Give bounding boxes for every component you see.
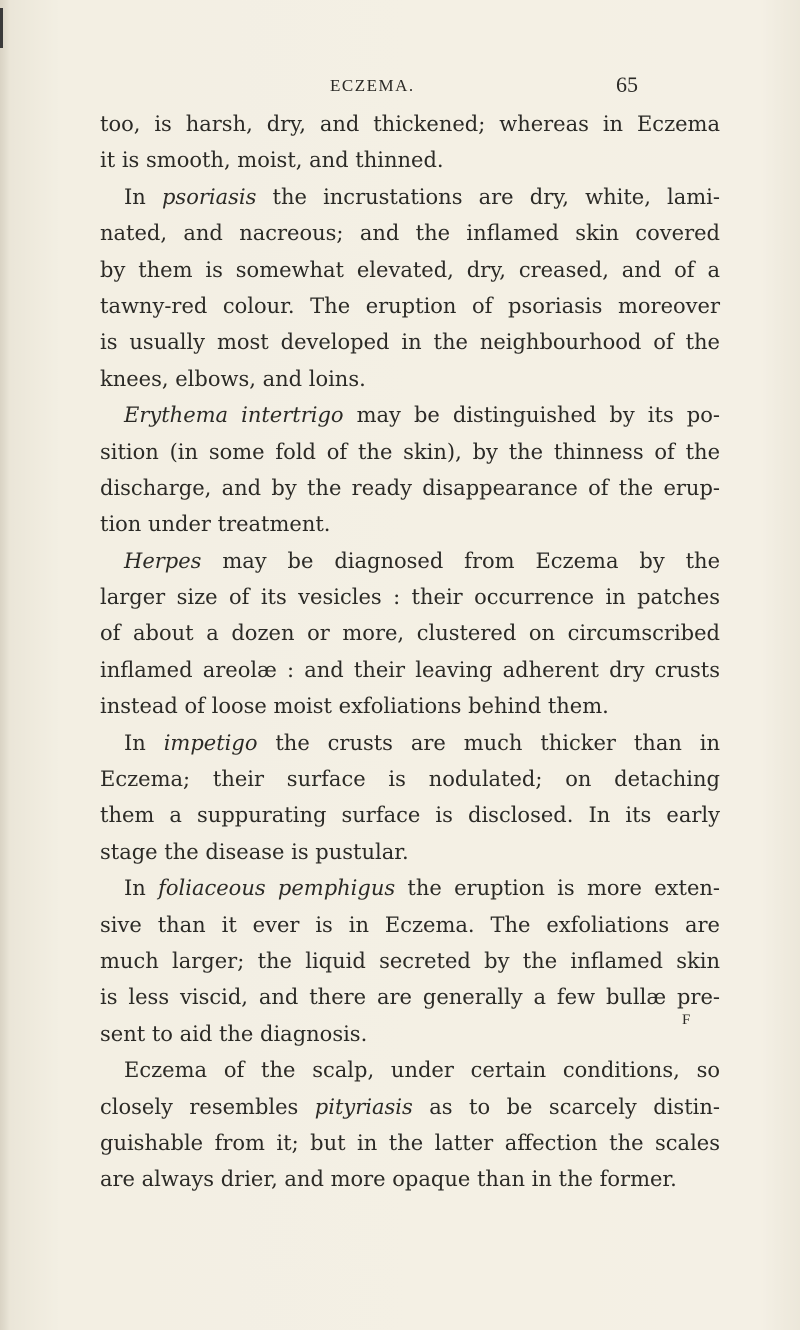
text-run: stage the disease is pustular. xyxy=(100,839,409,864)
text-line xyxy=(100,252,720,288)
text-line xyxy=(100,834,720,870)
text-run: sent to aid the diagnosis. xyxy=(100,1021,368,1046)
italic-term: psoriasis xyxy=(161,184,257,209)
text-run: sition (in some fold of the skin), by the thinness of the xyxy=(100,439,720,464)
text-run: the incrustations are dry, white, lami- xyxy=(256,184,720,209)
text-run: guishable from it; but in the latter affection the scales xyxy=(100,1130,720,1155)
text-run: as to be scarcely distin- xyxy=(412,1094,720,1119)
text-run: Eczema of the scalp, under certain conditions, so xyxy=(124,1058,720,1083)
italic-term: impetigo xyxy=(163,730,258,755)
text-run: by them is somewhat elevated, dry, creased, and of a xyxy=(100,257,720,282)
body-text xyxy=(100,106,720,1198)
text-line xyxy=(100,506,720,542)
text-line xyxy=(100,142,720,178)
text-line xyxy=(100,615,720,651)
text-run: them a suppurating surface is disclosed. In its early xyxy=(100,803,720,828)
text-run: tion under treatment. xyxy=(100,512,331,537)
text-line xyxy=(100,397,720,433)
text-line xyxy=(100,179,720,215)
page-gutter-shadow xyxy=(0,0,10,1330)
text-run: sive than it ever is in Eczema. The exfoliations are xyxy=(100,912,720,937)
text-run: is usually most developed in the neighbourhood of the xyxy=(100,330,720,355)
text-line xyxy=(100,288,720,324)
text-line xyxy=(100,470,720,506)
italic-term: Erythema intertrigo xyxy=(124,403,344,428)
text-run: too, is harsh, dry, and thickened; whereas in Eczema xyxy=(100,112,720,136)
text-run: may be diagnosed from Eczema by the xyxy=(201,548,720,573)
text-line xyxy=(100,652,720,688)
text-run: nated, and nacreous; and the inflamed skin covered xyxy=(100,221,720,246)
text-line xyxy=(100,215,720,251)
text-line xyxy=(100,943,720,979)
text-line xyxy=(100,1161,720,1197)
text-line xyxy=(100,870,720,906)
text-run: closely resembles xyxy=(100,1094,315,1119)
text-run: Eczema; their surface is nodulated; on detaching xyxy=(100,767,720,792)
text-line xyxy=(100,1125,720,1161)
text-run: the crusts are much thicker than in xyxy=(257,730,721,755)
text-line xyxy=(100,907,720,943)
text-run: tawny-red colour. The eruption of psoriasis moreover xyxy=(100,293,720,318)
text-line xyxy=(100,1089,720,1125)
text-line xyxy=(100,1052,720,1088)
running-head: ECZEMA. xyxy=(330,76,415,95)
text-run: In xyxy=(124,730,164,755)
text-line xyxy=(100,361,720,397)
text-run: In xyxy=(124,876,159,901)
text-run: the eruption is more exten- xyxy=(395,876,721,901)
text-run: instead of loose moist exfoliations behind them. xyxy=(100,694,609,719)
text-line xyxy=(100,761,720,797)
text-line xyxy=(100,579,720,615)
text-line xyxy=(100,434,720,470)
text-run: it is smooth, moist, and thinned. xyxy=(100,148,444,173)
text-run: larger size of its vesicles : their occurrence in patches xyxy=(100,585,720,610)
signature-mark: F xyxy=(682,1012,691,1028)
edge-mark xyxy=(0,8,3,48)
text-line xyxy=(100,688,720,724)
text-run: In xyxy=(124,184,162,209)
text-run: are always drier, and more opaque than in the former. xyxy=(100,1167,677,1192)
text-run: may be distinguished by its po- xyxy=(343,403,720,428)
text-run: of about a dozen or more, clustered on circumscribed xyxy=(100,621,720,646)
text-run: is less viscid, and there are generally a few bullæ pre- xyxy=(100,985,720,1010)
text-run: knees, elbows, and loins. xyxy=(100,366,366,391)
page-number: 65 xyxy=(616,72,638,97)
text-run: inflamed areolæ : and their leaving adherent dry crusts xyxy=(100,657,720,682)
italic-term: foliaceous pemphigus xyxy=(158,876,396,901)
text-line xyxy=(100,797,720,833)
text-line xyxy=(100,324,720,360)
text-line xyxy=(100,543,720,579)
text-line xyxy=(100,979,720,1015)
text-run: much larger; the liquid secreted by the inflamed skin xyxy=(100,948,720,973)
text-line xyxy=(100,725,720,761)
text-line xyxy=(100,1016,720,1052)
text-line xyxy=(100,106,720,142)
italic-term: Herpes xyxy=(124,548,202,573)
text-run: discharge, and by the ready disappearance of the erup- xyxy=(100,475,720,500)
italic-term: pityriasis xyxy=(314,1094,413,1119)
